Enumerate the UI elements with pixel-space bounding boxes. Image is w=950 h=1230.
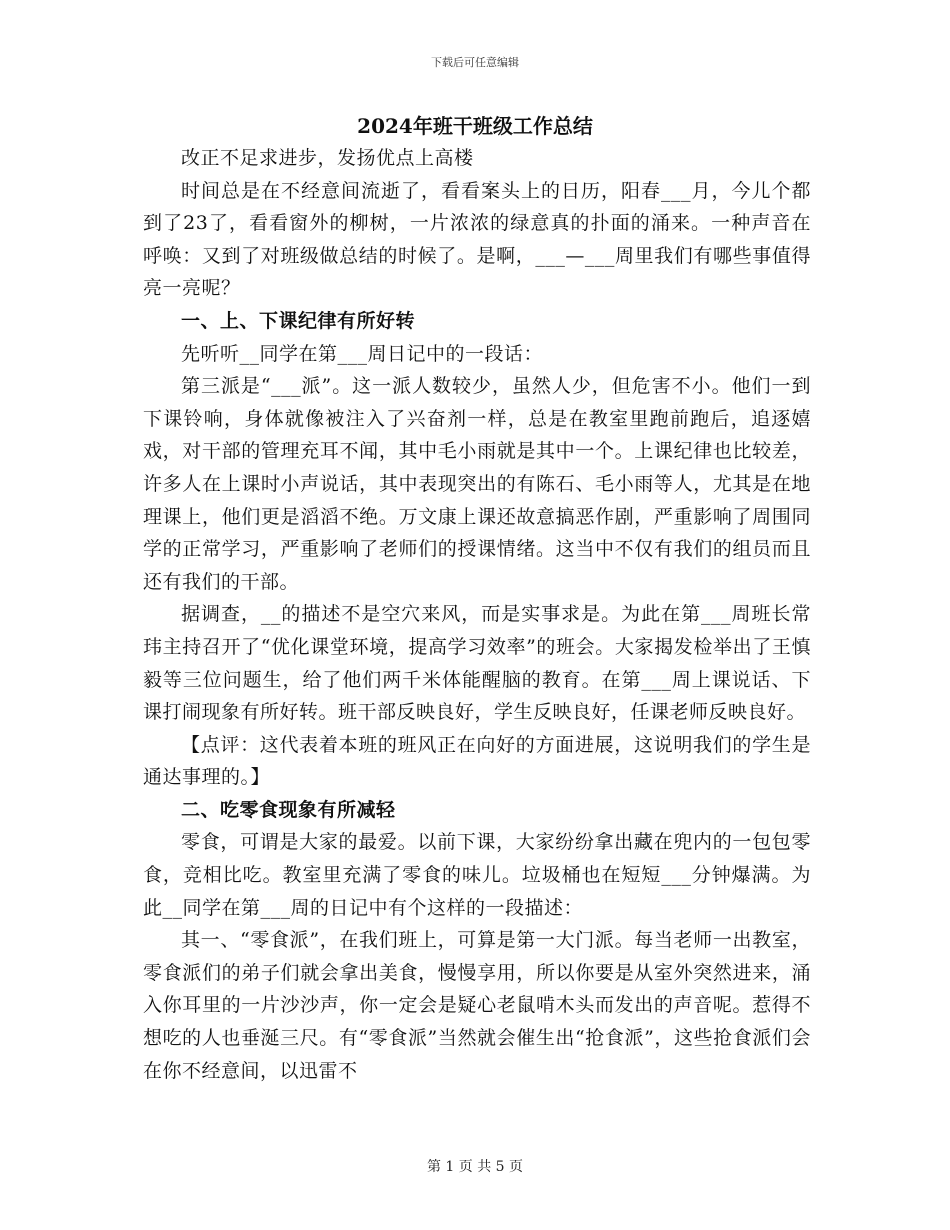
document-title: 2024年班干班级工作总结	[357, 114, 593, 138]
document-body	[143, 142, 811, 1087]
section-heading: 二、吃零食现象有所减轻	[181, 798, 396, 821]
page-header-note: 下载后可任意编辑	[431, 56, 519, 69]
paragraph: 第三派是“___派”。这一派人数较少，虽然人少，但危害不小。他们一到下课铃响，身体就像被注入了兴奋剂一样，总是在教室里跑前跑后，追逐嬉戏，对干部的管理充耳不闻，其中毛小雨就是其中一个。上课纪律也比较差，许多人在上课时小声说话，其中表现突出的有陈石、毛小雨等人，尤其是在地理课上，他们更是滔滔不绝。万文康上课还故意搞恶作剧，严重影响了周围同学的正常学习，严重影响了老师们的授课情绪。这当中不仅有我们的组员而且还有我们的干部。	[143, 375, 811, 593]
paragraph: 其一、“零食派”，在我们班上，可算是第一大门派。每当老师一出教室，零食派们的弟子们就会拿出美食，慢慢享用，所以你要是从室外突然进来，涌入你耳里的一片沙沙声，你一定会是疑心老鼠啃木头而发出的声音呢。惹得不想吃的人也垂涎三尺。有“零食派”当然就会催生出“抢食派”，这些抢食派们会在你不经意间，以迅雷不	[143, 929, 811, 1082]
section-heading: 一、上、下课纪律有所好转	[181, 309, 416, 332]
page-footer-page-number: 第 1 页 共 5 页	[426, 1159, 524, 1175]
paragraph: 先听听__同学在第___周日记中的一段话：	[181, 342, 544, 365]
paragraph: 改正不足求进步，发扬优点上高楼	[181, 147, 474, 169]
comment-paragraph: 【点评：这代表着本班的班风正在向好的方面进展，这说明我们的学生是通达事理的。】	[143, 733, 811, 789]
paragraph: 零食，可谓是大家的最爱。以前下课，大家纷纷拿出藏在兜内的一包包零食，竞相比吃。教室里充满了零食的味儿。垃圾桶也在短短___分钟爆满。为此__同学在第___周的日记中有个这样的一段描述：	[143, 831, 811, 919]
paragraph: 据调查，__的描述不是空穴来风，而是实事求是。为此在第___周班长常玮主持召开了“优化课堂环境，提高学习效率”的班会。大家揭发检举出了王慎毅等三位问题生，给了他们两千米体能醒脑的教育。在第___周上课说话、下课打闹现象有所好转。班干部反映良好，学生反映良好，任课老师反映良好。	[143, 603, 811, 724]
paragraph: 时间总是在不经意间流逝了，看看案头上的日历，阳春___月，今儿个都到了23了，看看窗外的柳树，一片浓浓的绿意真的扑面的涌来。一种声音在呼唤：又到了对班级做总结的时候了。是啊，___—___周里我们有哪些事值得亮一亮呢？	[143, 179, 811, 300]
